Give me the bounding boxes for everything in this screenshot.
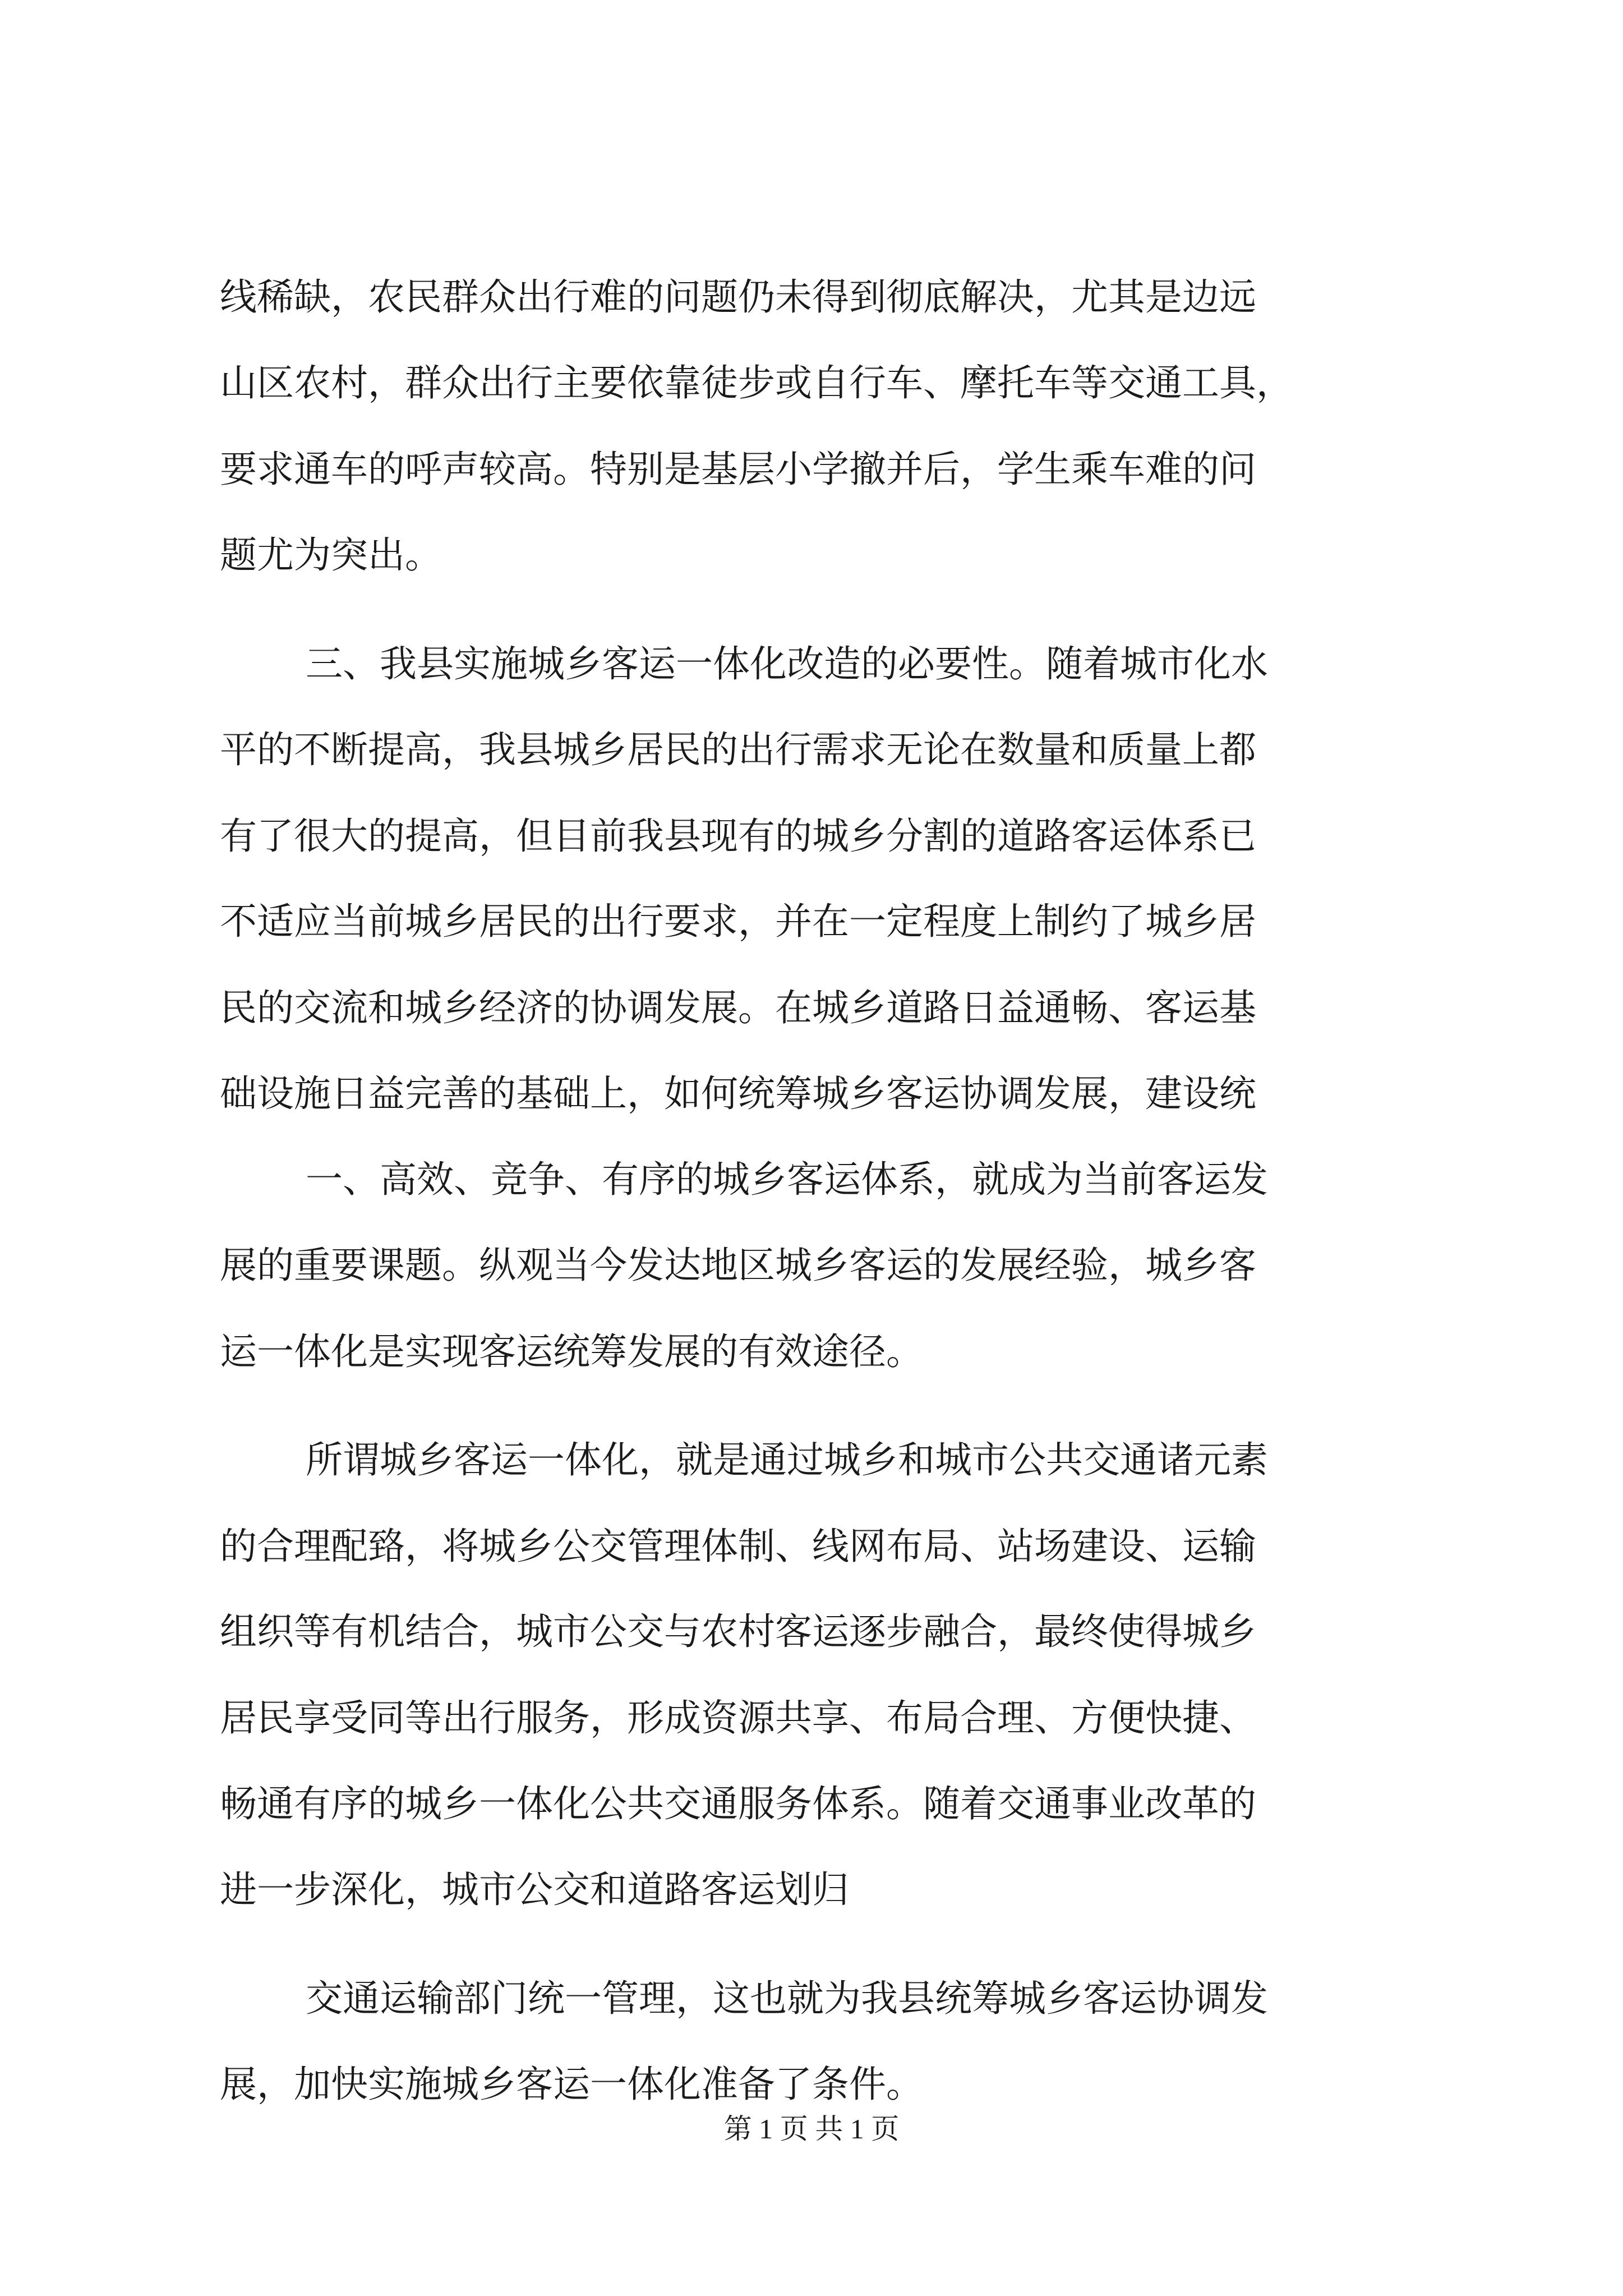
text-line-content: 一、高效、竞争、有序的城乡客运体系，就成为当前客运发	[306, 1158, 1268, 1201]
text-line-content: 线稀缺，农民群众出行难的问题仍未得到彻底解决，尤其是边远	[220, 275, 1256, 319]
text-line-content: 展的重要课题。纵观当今发达地区城乡客运的发展经验，城乡客	[220, 1244, 1256, 1287]
text-line-content: 居民享受同等出行服务，形成资源共享、布局合理、方便快捷、	[220, 1696, 1256, 1740]
text-line-content: 要求通车的呼声较高。特别是基层小学撤并后，学生乘车难的问	[220, 448, 1256, 491]
text-line-content: 交通运输部门统一管理，这也就为我县统筹城乡客运协调发	[306, 1977, 1268, 2020]
text-line	[220, 1329, 1623, 1374]
text-line-content: 展，加快实施城乡客运一体化准备了条件。	[220, 2063, 923, 2106]
text-line	[220, 533, 1623, 578]
text-line-content: 础设施日益完善的基础上，如何统筹城乡客运协调发展，建设统	[220, 1072, 1256, 1115]
text-line	[220, 1867, 1623, 1912]
text-line-content: 平的不断提高，我县城乡居民的出行需求无论在数量和质量上都	[220, 728, 1256, 771]
text-line	[220, 2062, 1623, 2107]
text-line-content: 运一体化是实现客运统筹发展的有效途径。	[220, 1330, 923, 1373]
text-line-content: 三、我县实施城乡客运一体化改造的必要性。随着城市化水	[306, 642, 1268, 685]
text-line-content: 山区农村，群众出行主要依靠徒步或自行车、摩托车等交通工具，	[220, 361, 1293, 404]
text-line-content: 进一步深化，城市公交和道路客运划归	[220, 1868, 849, 1911]
text-line-content: 所谓城乡客运一体化，就是通过城乡和城市公共交通诸元素	[306, 1438, 1268, 1481]
text-line-content: 不适应当前城乡居民的出行要求，并在一定程度上制约了城乡居	[220, 900, 1256, 943]
text-line-content: 有了很大的提高，但目前我县现有的城乡分割的道路客运体系已	[220, 815, 1256, 858]
page-footer: 第 1 页 共 1 页	[723, 2113, 900, 2145]
text-line-content: 畅通有序的城乡一体化公共交通服务体系。随着交通事业改革的	[220, 1782, 1256, 1825]
text-line-content: 组织等有机结合，城市公交与农村客运逐步融合，最终使得城乡	[220, 1610, 1256, 1653]
text-line-content: 民的交流和城乡经济的协调发展。在城乡道路日益通畅、客运基	[220, 986, 1256, 1029]
text-line-content: 题尤为突出。	[220, 533, 442, 577]
text-line-content: 的合理配臵，将城乡公交管理体制、线网布局、站场建设、运输	[220, 1525, 1256, 1568]
